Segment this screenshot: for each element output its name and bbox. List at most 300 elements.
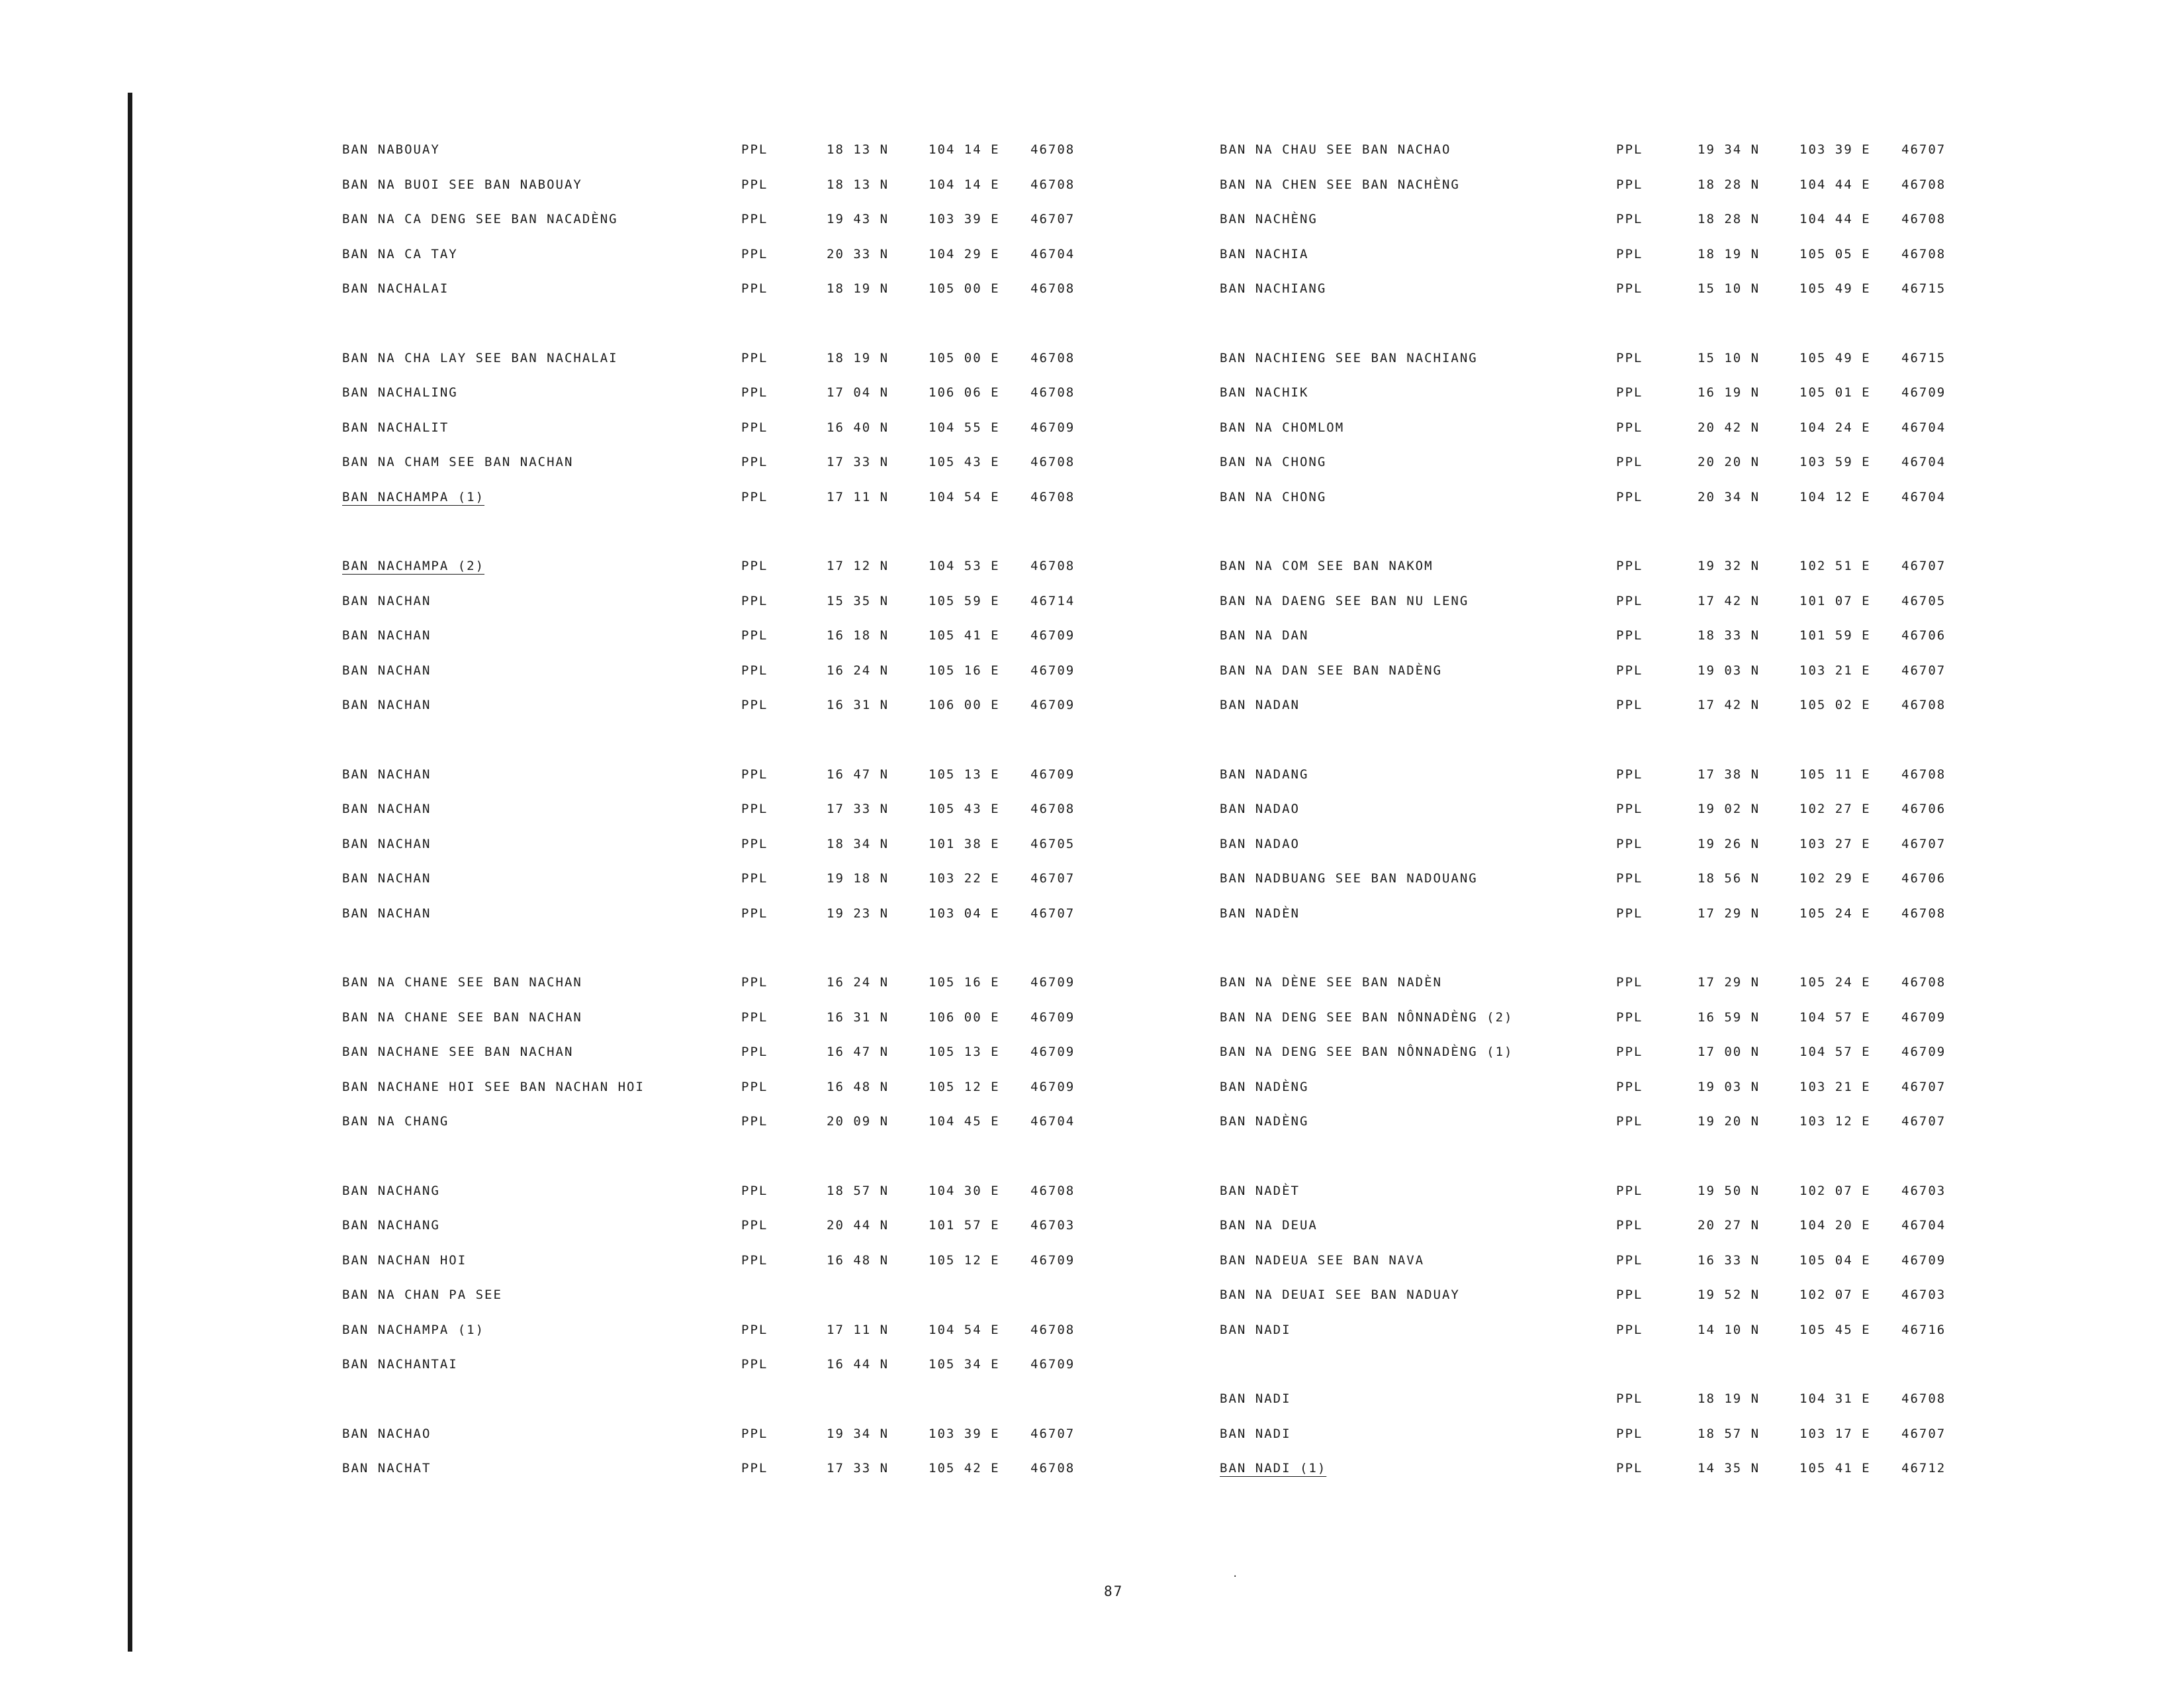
longitude: 105 43 E — [929, 455, 1000, 469]
longitude: 104 44 E — [1799, 177, 1871, 192]
feature-type: PPL — [741, 906, 768, 921]
latitude: 18 28 N — [1698, 177, 1760, 192]
latitude: 16 40 N — [827, 420, 889, 435]
feature-type: PPL — [741, 455, 768, 469]
longitude: 105 00 E — [929, 281, 1000, 296]
feature-type: PPL — [1616, 871, 1643, 886]
feature-type: PPL — [1616, 802, 1643, 816]
longitude: 103 22 E — [929, 871, 1000, 886]
map-sheet: 46709 — [1030, 767, 1075, 782]
feature-type: PPL — [1616, 628, 1643, 643]
longitude: 104 14 E — [929, 142, 1000, 157]
place-name: BAN NABOUAY — [342, 142, 440, 157]
feature-type: PPL — [1616, 836, 1643, 851]
place-name: BAN NA DÈNE SEE BAN NADÈN — [1220, 975, 1442, 990]
map-sheet: 46709 — [1030, 628, 1075, 643]
latitude: 20 09 N — [827, 1114, 889, 1129]
map-sheet: 46707 — [1901, 663, 1946, 678]
longitude: 105 04 E — [1799, 1252, 1871, 1268]
longitude: 105 11 E — [1799, 767, 1871, 782]
longitude: 105 13 E — [929, 767, 1000, 782]
place-name: BAN NA DENG SEE BAN NÔNNADÈNG (1) — [1220, 1045, 1514, 1059]
place-name: BAN NA CHANE SEE BAN NACHAN — [342, 975, 582, 990]
map-sheet: 46709 — [1030, 1009, 1075, 1025]
longitude: 104 12 E — [1799, 489, 1871, 504]
feature-type: PPL — [741, 142, 768, 157]
latitude: 17 04 N — [827, 385, 889, 400]
latitude: 17 29 N — [1698, 906, 1760, 921]
place-name: BAN NACHAMPA (1) — [342, 1322, 485, 1337]
longitude: 101 38 E — [929, 836, 1000, 851]
map-sheet: 46708 — [1901, 767, 1946, 782]
place-name: BAN NA DAN SEE BAN NADÈNG — [1220, 663, 1442, 678]
longitude: 105 13 E — [929, 1045, 1000, 1059]
feature-type: PPL — [741, 1009, 768, 1025]
latitude: 17 33 N — [827, 802, 889, 816]
latitude: 19 34 N — [827, 1426, 889, 1441]
latitude: 17 29 N — [1698, 975, 1760, 990]
map-sheet: 46704 — [1030, 1114, 1075, 1129]
place-name: BAN NACHANE HOI SEE BAN NACHAN HOI — [342, 1079, 645, 1094]
feature-type: PPL — [741, 559, 768, 573]
place-name: BAN NA DAENG SEE BAN NU LENG — [1220, 593, 1469, 608]
map-sheet: 46707 — [1030, 212, 1075, 226]
place-name: BAN NACHALING — [342, 385, 458, 400]
map-sheet: 46708 — [1901, 1391, 1946, 1406]
longitude: 105 24 E — [1799, 975, 1871, 990]
map-sheet: 46708 — [1901, 212, 1946, 226]
map-sheet: 46704 — [1901, 489, 1946, 504]
feature-type: PPL — [741, 1218, 768, 1233]
binding-edge-mark — [128, 93, 132, 1652]
feature-type: PPL — [1616, 281, 1643, 296]
feature-type: PPL — [741, 1114, 768, 1129]
longitude: 104 44 E — [1799, 212, 1871, 226]
map-sheet: 46708 — [1901, 698, 1946, 712]
feature-type: PPL — [741, 698, 768, 712]
feature-type: PPL — [1616, 1045, 1643, 1059]
longitude: 103 12 E — [1799, 1114, 1871, 1129]
latitude: 16 47 N — [827, 1045, 889, 1059]
longitude: 102 07 E — [1799, 1183, 1871, 1198]
feature-type: PPL — [741, 1183, 768, 1198]
map-sheet: 46705 — [1901, 593, 1946, 608]
place-name: BAN NA CHAU SEE BAN NACHAO — [1220, 142, 1451, 157]
longitude: 104 54 E — [929, 1322, 1000, 1337]
place-name: BAN NA DEUAI SEE BAN NADUAY — [1220, 1288, 1460, 1302]
map-sheet: 46704 — [1901, 455, 1946, 469]
feature-type: PPL — [1616, 177, 1643, 192]
latitude: 19 02 N — [1698, 802, 1760, 816]
feature-type: PPL — [741, 212, 768, 226]
map-sheet: 46708 — [1901, 177, 1946, 192]
latitude: 16 44 N — [827, 1357, 889, 1372]
latitude: 16 24 N — [827, 975, 889, 990]
place-name: BAN NACHAN — [342, 871, 432, 886]
map-sheet: 46708 — [1030, 559, 1075, 573]
longitude: 103 21 E — [1799, 1079, 1871, 1094]
latitude: 14 10 N — [1698, 1322, 1760, 1337]
longitude: 105 05 E — [1799, 246, 1871, 261]
feature-type: PPL — [1616, 1009, 1643, 1025]
map-sheet: 46704 — [1030, 246, 1075, 261]
longitude: 103 39 E — [1799, 142, 1871, 157]
latitude: 18 19 N — [1698, 1391, 1760, 1406]
feature-type: PPL — [741, 420, 768, 435]
latitude: 17 38 N — [1698, 767, 1760, 782]
latitude: 14 35 N — [1698, 1461, 1760, 1476]
longitude: 101 57 E — [929, 1218, 1000, 1233]
place-name: BAN NACHAN — [342, 906, 432, 921]
map-sheet: 46708 — [1030, 802, 1075, 816]
map-sheet: 46712 — [1901, 1461, 1946, 1476]
latitude: 19 43 N — [827, 212, 889, 226]
place-name: BAN NADEUA SEE BAN NAVA — [1220, 1252, 1425, 1268]
longitude: 106 00 E — [929, 698, 1000, 712]
place-name: BAN NACHIK — [1220, 385, 1309, 400]
place-name: BAN NACHAN — [342, 698, 432, 712]
feature-type: PPL — [1616, 420, 1643, 435]
place-name: BAN NACHANG — [342, 1183, 440, 1198]
longitude: 105 02 E — [1799, 698, 1871, 712]
feature-type: PPL — [1616, 906, 1643, 921]
map-sheet: 46707 — [1030, 871, 1075, 886]
place-name: BAN NADÈT — [1220, 1183, 1300, 1198]
place-name: BAN NA DENG SEE BAN NÔNNADÈNG (2) — [1220, 1009, 1514, 1025]
feature-type: PPL — [1616, 1461, 1643, 1476]
place-name: BAN NADÈNG — [1220, 1079, 1309, 1094]
latitude: 18 13 N — [827, 177, 889, 192]
place-name: BAN NA CA DENG SEE BAN NACADÈNG — [342, 212, 618, 226]
longitude: 105 43 E — [929, 802, 1000, 816]
place-name: BAN NA CHEN SEE BAN NACHÈNG — [1220, 177, 1460, 192]
place-name: BAN NACHAN — [342, 628, 432, 643]
place-name: BAN NACHALAI — [342, 281, 449, 296]
longitude: 105 59 E — [929, 593, 1000, 608]
place-name: BAN NACHAN — [342, 767, 432, 782]
latitude: 18 19 N — [1698, 246, 1760, 261]
map-sheet: 46708 — [1901, 975, 1946, 990]
latitude: 16 47 N — [827, 767, 889, 782]
longitude: 104 14 E — [929, 177, 1000, 192]
map-sheet: 46709 — [1030, 663, 1075, 678]
place-name: BAN NACHAN — [342, 663, 432, 678]
map-sheet: 46709 — [1901, 1252, 1946, 1268]
feature-type: PPL — [741, 871, 768, 886]
feature-type: PPL — [1616, 975, 1643, 990]
latitude: 15 10 N — [1698, 350, 1760, 365]
place-name: BAN NA DEUA — [1220, 1218, 1318, 1233]
longitude: 105 12 E — [929, 1252, 1000, 1268]
latitude: 20 27 N — [1698, 1218, 1760, 1233]
longitude: 102 29 E — [1799, 871, 1871, 886]
feature-type: PPL — [741, 663, 768, 678]
feature-type: PPL — [1616, 246, 1643, 261]
map-sheet: 46709 — [1030, 1045, 1075, 1059]
map-sheet: 46705 — [1030, 836, 1075, 851]
map-sheet: 46708 — [1030, 142, 1075, 157]
longitude: 104 55 E — [929, 420, 1000, 435]
longitude: 101 07 E — [1799, 593, 1871, 608]
place-name: BAN NA CHANG — [342, 1114, 449, 1129]
place-name: BAN NA CHONG — [1220, 455, 1327, 469]
latitude: 18 33 N — [1698, 628, 1760, 643]
latitude: 17 11 N — [827, 1322, 889, 1337]
latitude: 17 33 N — [827, 455, 889, 469]
place-name: BAN NACHAN — [342, 802, 432, 816]
latitude: 19 18 N — [827, 871, 889, 886]
latitude: 19 50 N — [1698, 1183, 1760, 1198]
latitude: 18 56 N — [1698, 871, 1760, 886]
latitude: 16 33 N — [1698, 1252, 1760, 1268]
feature-type: PPL — [741, 767, 768, 782]
place-name: BAN NACHAMPA (1) — [342, 489, 485, 504]
feature-type: PPL — [1616, 767, 1643, 782]
longitude: 104 29 E — [929, 246, 1000, 261]
map-sheet: 46703 — [1901, 1288, 1946, 1302]
place-name: BAN NADI — [1220, 1391, 1291, 1406]
map-sheet: 46709 — [1901, 385, 1946, 400]
latitude: 19 20 N — [1698, 1114, 1760, 1129]
feature-type: PPL — [1616, 350, 1643, 365]
map-sheet: 46709 — [1901, 1045, 1946, 1059]
place-name: BAN NACHIANG — [1220, 281, 1327, 296]
latitude: 17 42 N — [1698, 593, 1760, 608]
place-name: BAN NACHAMPA (2) — [342, 559, 485, 573]
place-name: BAN NADBUANG SEE BAN NADOUANG — [1220, 871, 1478, 886]
feature-type: PPL — [1616, 385, 1643, 400]
latitude: 19 03 N — [1698, 663, 1760, 678]
feature-type: PPL — [741, 489, 768, 504]
map-sheet: 46708 — [1030, 350, 1075, 365]
place-name: BAN NADAO — [1220, 802, 1300, 816]
place-name: BAN NA CHANE SEE BAN NACHAN — [342, 1009, 582, 1025]
longitude: 104 57 E — [1799, 1045, 1871, 1059]
feature-type: PPL — [741, 1045, 768, 1059]
longitude: 101 59 E — [1799, 628, 1871, 643]
feature-type: PPL — [741, 836, 768, 851]
place-name: BAN NACHIENG SEE BAN NACHIANG — [1220, 350, 1478, 365]
feature-type: PPL — [1616, 455, 1643, 469]
map-sheet: 46704 — [1901, 1218, 1946, 1233]
map-sheet: 46708 — [1901, 246, 1946, 261]
place-name: BAN NA DAN — [1220, 628, 1309, 643]
map-sheet: 46703 — [1901, 1183, 1946, 1198]
feature-type: PPL — [741, 1461, 768, 1476]
longitude: 105 16 E — [929, 975, 1000, 990]
feature-type: PPL — [1616, 1079, 1643, 1094]
feature-type: PPL — [1616, 1288, 1643, 1302]
longitude: 103 59 E — [1799, 455, 1871, 469]
map-sheet: 46709 — [1030, 1252, 1075, 1268]
place-name: BAN NACHAT — [342, 1461, 432, 1476]
longitude: 103 39 E — [929, 1426, 1000, 1441]
map-sheet: 46707 — [1030, 1426, 1075, 1441]
feature-type: PPL — [1616, 1218, 1643, 1233]
latitude: 16 31 N — [827, 1009, 889, 1025]
longitude: 103 21 E — [1799, 663, 1871, 678]
latitude: 16 19 N — [1698, 385, 1760, 400]
latitude: 17 33 N — [827, 1461, 889, 1476]
latitude: 18 19 N — [827, 350, 889, 365]
map-sheet: 46706 — [1901, 871, 1946, 886]
place-name: BAN NADÈN — [1220, 906, 1300, 921]
feature-type: PPL — [741, 385, 768, 400]
longitude: 105 00 E — [929, 350, 1000, 365]
place-name: BAN NA CHAN PA SEE — [342, 1288, 502, 1302]
feature-type: PPL — [1616, 1322, 1643, 1337]
feature-type: PPL — [741, 246, 768, 261]
latitude: 19 34 N — [1698, 142, 1760, 157]
place-name: BAN NACHIA — [1220, 246, 1309, 261]
longitude: 105 45 E — [1799, 1322, 1871, 1337]
longitude: 105 42 E — [929, 1461, 1000, 1476]
longitude: 106 06 E — [929, 385, 1000, 400]
feature-type: PPL — [741, 593, 768, 608]
feature-type: PPL — [741, 177, 768, 192]
latitude: 18 28 N — [1698, 212, 1760, 226]
map-sheet: 46707 — [1901, 142, 1946, 157]
place-name: BAN NA CHONG — [1220, 489, 1327, 504]
place-name: BAN NACHANG — [342, 1218, 440, 1233]
feature-type: PPL — [741, 1426, 768, 1441]
latitude: 18 13 N — [827, 142, 889, 157]
latitude: 20 33 N — [827, 246, 889, 261]
longitude: 104 45 E — [929, 1114, 1000, 1129]
feature-type: PPL — [741, 350, 768, 365]
longitude: 105 49 E — [1799, 281, 1871, 296]
map-sheet: 46708 — [1030, 1183, 1075, 1198]
map-sheet: 46707 — [1901, 1079, 1946, 1094]
latitude: 20 34 N — [1698, 489, 1760, 504]
latitude: 18 19 N — [827, 281, 889, 296]
place-name: BAN NACHAO — [342, 1426, 432, 1441]
feature-type: PPL — [1616, 593, 1643, 608]
place-name: BAN NADAN — [1220, 698, 1300, 712]
latitude: 17 00 N — [1698, 1045, 1760, 1059]
latitude: 16 31 N — [827, 698, 889, 712]
map-sheet: 46708 — [1030, 1322, 1075, 1337]
longitude: 103 27 E — [1799, 836, 1871, 851]
place-name: BAN NADI — [1220, 1426, 1291, 1441]
feature-type: PPL — [741, 975, 768, 990]
latitude: 20 44 N — [827, 1218, 889, 1233]
feature-type: PPL — [1616, 489, 1643, 504]
page-number: 87 — [1104, 1583, 1124, 1599]
map-sheet: 46704 — [1901, 420, 1946, 435]
latitude: 16 48 N — [827, 1079, 889, 1094]
place-name: BAN NACHAN HOI — [342, 1252, 467, 1268]
place-name: BAN NA CHAM SEE BAN NACHAN — [342, 455, 574, 469]
feature-type: PPL — [1616, 663, 1643, 678]
longitude: 104 31 E — [1799, 1391, 1871, 1406]
longitude: 105 01 E — [1799, 385, 1871, 400]
feature-type: PPL — [741, 281, 768, 296]
longitude: 105 34 E — [929, 1357, 1000, 1372]
map-sheet: 46708 — [1901, 906, 1946, 921]
longitude: 103 39 E — [929, 212, 1000, 226]
place-name: BAN NADI — [1220, 1322, 1291, 1337]
feature-type: PPL — [1616, 212, 1643, 226]
latitude: 19 52 N — [1698, 1288, 1760, 1302]
latitude: 18 34 N — [827, 836, 889, 851]
map-sheet: 46707 — [1030, 906, 1075, 921]
feature-type: PPL — [741, 1357, 768, 1372]
latitude: 17 11 N — [827, 489, 889, 504]
place-name: BAN NADANG — [1220, 767, 1309, 782]
latitude: 19 26 N — [1698, 836, 1760, 851]
place-name: BAN NADI (1) — [1220, 1461, 1327, 1476]
place-name: BAN NACHÈNG — [1220, 212, 1318, 226]
longitude: 104 53 E — [929, 559, 1000, 573]
map-sheet: 46709 — [1030, 1079, 1075, 1094]
feature-type: PPL — [741, 802, 768, 816]
map-sheet: 46708 — [1030, 177, 1075, 192]
latitude: 20 20 N — [1698, 455, 1760, 469]
map-sheet: 46715 — [1901, 281, 1946, 296]
place-name: BAN NADÈNG — [1220, 1114, 1309, 1129]
place-name: BAN NACHAN — [342, 593, 432, 608]
longitude: 102 07 E — [1799, 1288, 1871, 1302]
longitude: 105 49 E — [1799, 350, 1871, 365]
longitude: 106 00 E — [929, 1009, 1000, 1025]
map-sheet: 46709 — [1030, 975, 1075, 990]
map-sheet: 46707 — [1901, 836, 1946, 851]
place-name: BAN NACHANTAI — [342, 1357, 458, 1372]
place-name: BAN NACHAN — [342, 836, 432, 851]
place-name: BAN NA COM SEE BAN NAKOM — [1220, 559, 1433, 573]
map-sheet: 46703 — [1030, 1218, 1075, 1233]
place-name: BAN NACHALIT — [342, 420, 449, 435]
place-name: BAN NA CHOMLOM — [1220, 420, 1345, 435]
latitude: 16 24 N — [827, 663, 889, 678]
feature-type: PPL — [1616, 1391, 1643, 1406]
longitude: 105 41 E — [929, 628, 1000, 643]
map-sheet: 46715 — [1901, 350, 1946, 365]
feature-type: PPL — [1616, 142, 1643, 157]
feature-type: PPL — [1616, 698, 1643, 712]
feature-type: PPL — [741, 628, 768, 643]
latitude: 19 23 N — [827, 906, 889, 921]
map-sheet: 46708 — [1030, 385, 1075, 400]
longitude: 105 16 E — [929, 663, 1000, 678]
map-sheet: 46709 — [1901, 1009, 1946, 1025]
latitude: 18 57 N — [827, 1183, 889, 1198]
longitude: 105 12 E — [929, 1079, 1000, 1094]
map-sheet: 46706 — [1901, 802, 1946, 816]
longitude: 104 30 E — [929, 1183, 1000, 1198]
map-sheet: 46708 — [1030, 1461, 1075, 1476]
map-sheet: 46714 — [1030, 593, 1075, 608]
place-name: BAN NACHANE SEE BAN NACHAN — [342, 1045, 574, 1059]
map-sheet: 46706 — [1901, 628, 1946, 643]
longitude: 103 17 E — [1799, 1426, 1871, 1441]
latitude: 16 18 N — [827, 628, 889, 643]
feature-type: PPL — [741, 1322, 768, 1337]
feature-type: PPL — [1616, 1183, 1643, 1198]
place-name: BAN NA CHA LAY SEE BAN NACHALAI — [342, 350, 618, 365]
longitude: 104 54 E — [929, 489, 1000, 504]
latitude: 19 32 N — [1698, 559, 1760, 573]
longitude: 105 24 E — [1799, 906, 1871, 921]
map-sheet: 46708 — [1030, 489, 1075, 504]
latitude: 18 57 N — [1698, 1426, 1760, 1441]
stray-print-mark: · — [1232, 1571, 1240, 1582]
latitude: 16 48 N — [827, 1252, 889, 1268]
map-sheet: 46709 — [1030, 1357, 1075, 1372]
longitude: 102 27 E — [1799, 802, 1871, 816]
map-sheet: 46707 — [1901, 1426, 1946, 1441]
